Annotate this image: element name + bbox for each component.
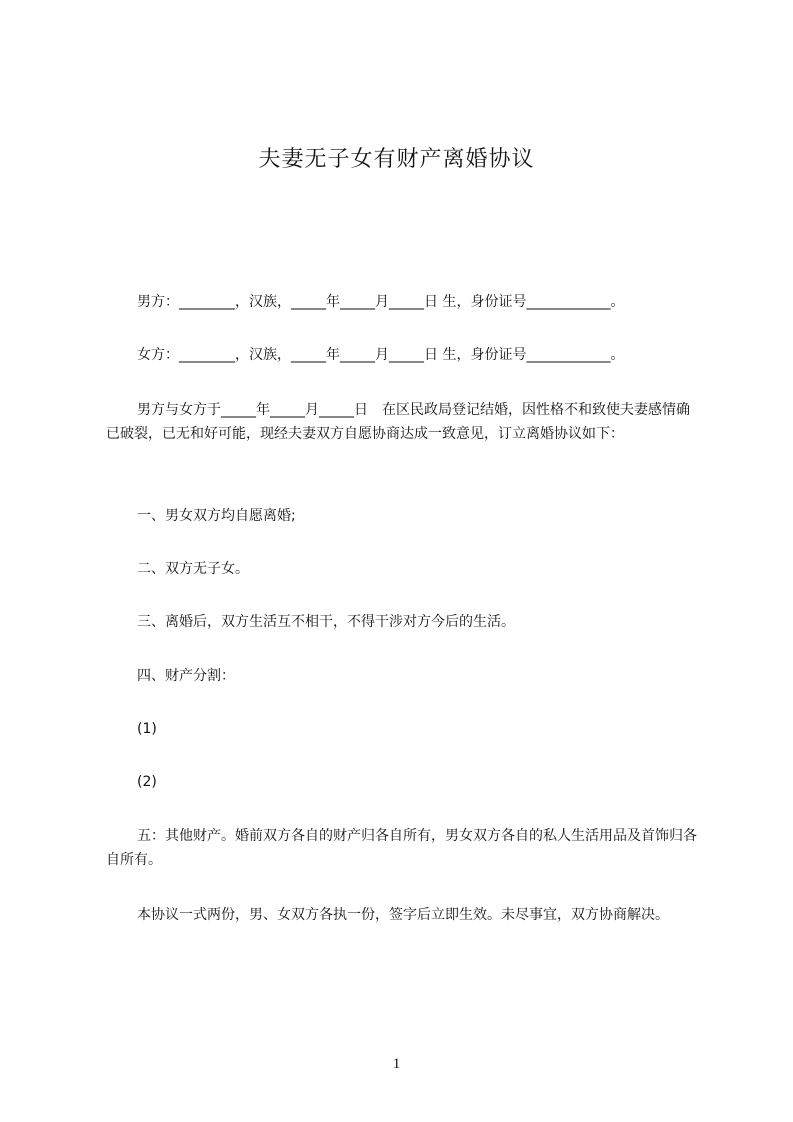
clause-two: 二、双方无子女。 [137,561,249,577]
intro-paragraph [106,398,702,446]
clause-three: 三、离婚后，双方生活互不相干，不得干涉对方今后的生活。 [137,614,515,630]
female-party-line: 女方：________，汉族，_____年_____月_____日 生，身份证号____________。 [137,347,625,363]
page-title: 夫妻无子女有财产离婚协议 [258,147,535,172]
property-item-one: (1) [137,721,157,737]
clause-four: 四、财产分割： [137,668,235,684]
closing-paragraph [106,903,702,927]
male-party-line: 男方：________，汉族，_____年_____月_____日 生，身份证号____________。 [137,294,625,310]
property-item-two: (2) [137,774,157,790]
closing-text: 本协议一式两份，男、女双方各执一份，签字后立即生效。未尽事宜，双方协商解决。 [137,907,669,923]
page-number: 1 [392,1056,401,1072]
intro-text: 男方与女方于_____年_____月_____日 在区民政局登记结婚，因性格不和致使夫妻感情确已破裂，已无和好可能，现经夫妻双方自愿协商达成一致意见，订立离婚协议如下： [106,402,690,442]
clause-one: 一、男女双方均自愿离婚; [137,508,296,524]
clause-five-text: 五：其他财产。婚前双方各自的财产归各自所有，男女双方各自的私人生活用品及首饰归各自所有。 [106,828,697,868]
clause-five-paragraph [106,824,702,872]
